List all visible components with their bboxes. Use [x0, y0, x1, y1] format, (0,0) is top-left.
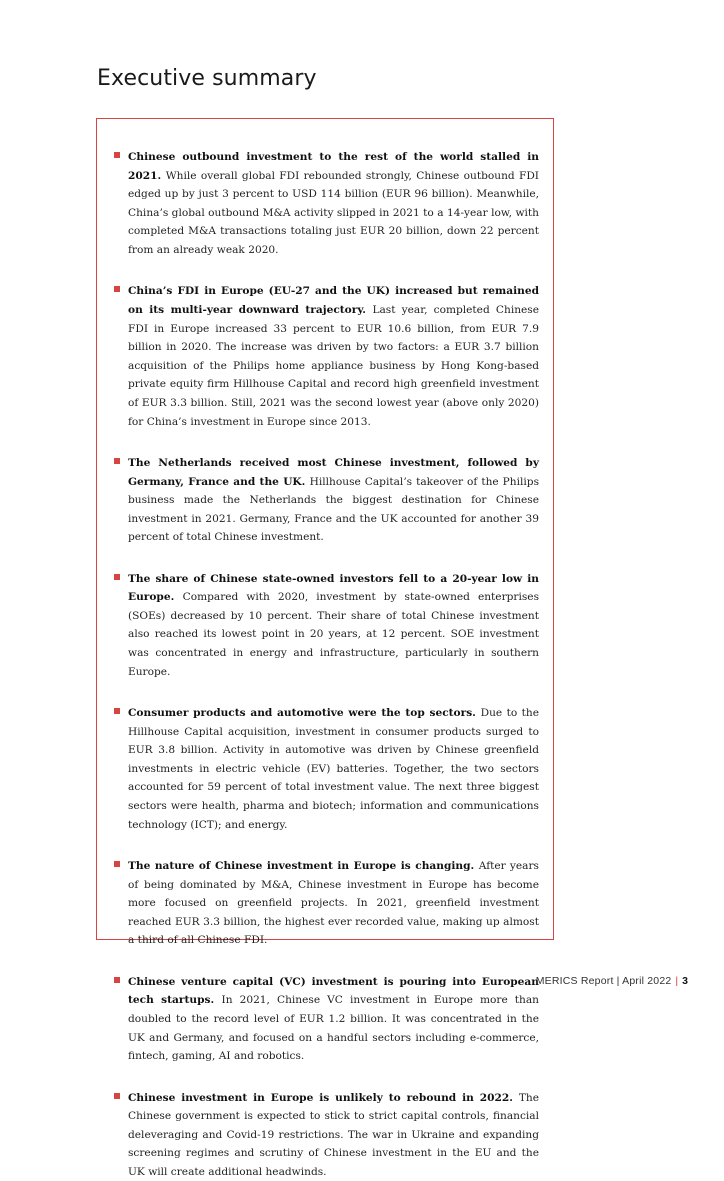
- page-number: 3: [682, 975, 688, 987]
- square-bullet-icon: [114, 708, 120, 714]
- square-bullet-icon: [114, 574, 120, 580]
- bullet-lead: Consumer products and automotive were the top sectors.: [128, 707, 481, 720]
- bullet-body: The Chinese government is expected to stick to strict capital controls, financial deleveraging and Covid-19 restrictions. The war in Ukraine and expanding screening regimes and scrutiny of Chinese investment in the EU and the UK will create additional headwinds.: [128, 1091, 539, 1178]
- square-bullet-icon: [114, 1093, 120, 1099]
- footer-separator: |: [675, 975, 679, 987]
- bullet-body: Compared with 2020, investment by state-owned enterprises (SOEs) decreased by 10 percent. Their share of total Chinese investment also reached its lowest point in 20 years, at 12 percent. SOE investment was concentrated in energy and infrastructure, particularly in southern Europe.: [128, 591, 540, 678]
- bullet-item: [114, 857, 539, 950]
- bullet-lead: Chinese investment in Europe is unlikely to rebound in 2022.: [128, 1091, 519, 1104]
- page-footer: [0, 975, 688, 987]
- square-bullet-icon: [114, 286, 120, 292]
- page-title: Executive summary: [97, 66, 317, 91]
- bullet-body: Due to the Hillhouse Capital acquisition, investment in consumer products surged to EUR 3.8 billion. Activity in automotive was driven by Chinese greenfield investments in electric vehicle (EV) batteries. Together, the two sectors accounted for 59 percent of total investment value. The next three biggest sectors were health, pharma and biotech; information and communications technology (ICT); and energy.: [128, 707, 539, 831]
- bullet-item: [114, 148, 539, 260]
- bullet-body: Hillhouse Capital’s takeover of the Philips business made the Netherlands the biggest destination for Chinese investment in 2021. Germany, France and the UK accounted for another 39 percent of total Chinese investment.: [128, 475, 540, 544]
- bullet-body: In 2021, Chinese VC investment in Europe more than doubled to the record level of EUR 1.2 billion. It was concentrated in the UK and Germany, and focused on a handful sectors including e-commerce, fintech, gaming, AI and robotics.: [128, 994, 540, 1063]
- bullet-item: [114, 454, 539, 547]
- bullet-item: [114, 570, 539, 682]
- bullet-item: [114, 1089, 539, 1181]
- report-label: MERICS Report | April 2022: [535, 975, 672, 987]
- bullet-item: [114, 704, 539, 834]
- bullet-lead: Chinese venture capital (VC) investment is pouring into European tech startups.: [128, 975, 539, 1007]
- bullet-body: Last year, completed Chinese FDI in Europe increased 33 percent to EUR 10.6 billion, from EUR 7.9 billion in 2020. The increase was driven by two factors: a EUR 3.7 billion acquisition of the Philips home appliance business by Hong Kong-based private equity firm Hillhouse Capital and record high greenfield investment of EUR 3.3 billion. Still, 2021 was the second lowest year (above only 2020) for China’s investment in Europe since 2013.: [128, 303, 540, 428]
- bullet-list: [114, 148, 539, 1181]
- square-bullet-icon: [114, 861, 120, 867]
- bullet-item: [114, 282, 539, 431]
- bullet-lead: The share of Chinese state-owned investors fell to a 20-year low in Europe.: [128, 572, 539, 604]
- bullet-body: While overall global FDI rebounded strongly, Chinese outbound FDI edged up by just 3 percent to USD 114 billion (EUR 96 billion). Meanwhile, China’s global outbound M&A activity slipped in 2021 to a 14-year low, with completed M&A transactions totaling just EUR 20 billion, down 22 percent from an already weak 2020.: [128, 169, 539, 256]
- square-bullet-icon: [114, 152, 120, 158]
- bullet-lead: China’s FDI in Europe (EU-27 and the UK) increased but remained on its multi-year downward trajectory.: [128, 285, 539, 316]
- bullet-lead: The nature of Chinese investment in Europe is changing.: [128, 859, 479, 872]
- bullet-body: After years of being dominated by M&A, Chinese investment in Europe has become more focused on greenfield projects. In 2021, greenfield investment reached EUR 3.3 billion, the highest ever recorded value, making up almost a third of all Chinese FDI.: [128, 859, 539, 947]
- bullet-lead: The Netherlands received most Chinese investment, followed by Germany, France and the UK.: [128, 456, 539, 488]
- square-bullet-icon: [114, 458, 120, 464]
- bullet-lead: Chinese outbound investment to the rest of the world stalled in 2021.: [128, 151, 539, 182]
